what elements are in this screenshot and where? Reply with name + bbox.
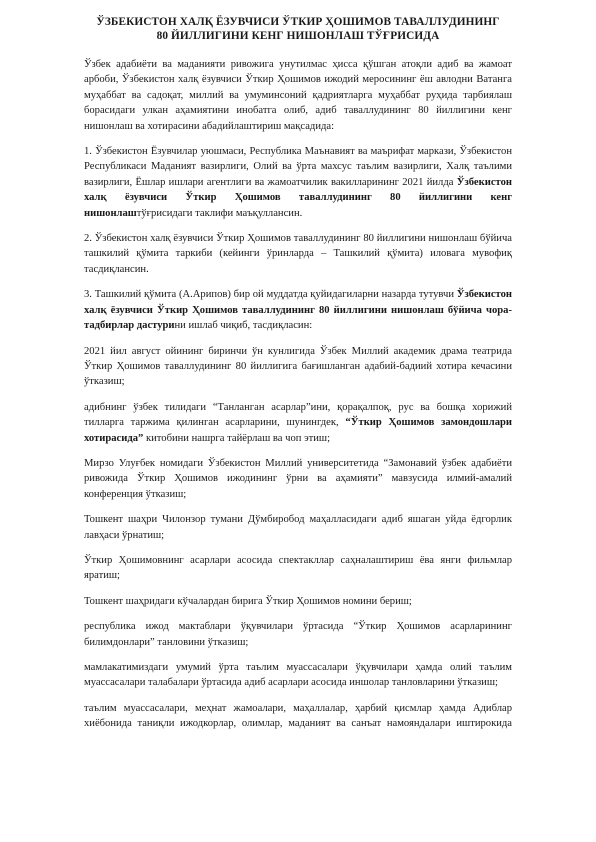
list-item-4: Тошкент шаҳри Чилонзор тумани Дўмбиробод маҳалласидаги адиб яшаган уйда ёдгорлик лавҳаси ўрнатиш; — [84, 514, 512, 541]
list-item-7: республика ижод мактаблари ўқувчилари ўртасида “Ўткир Ҳошимов асарларининг билимдонлари” танловини ўтказиш; — [84, 621, 512, 648]
list-item-9: таълим муассасалари, меҳнат жамоалари, маҳаллалар, ҳарбий қисмлар ҳамда Адиблар хиёбонида таниқли ижодкорлар, олимлар, маданият ва санъат намояндалари иштирокида — [84, 702, 512, 730]
list-item-8: мамлакатимиздаги умумий ўрта таълим муассасалари ўқувчилари ҳамда олий таълим муассасалари талабалари ўртасида адиб асарлари асосида иншолар танловларини ўтказиш; — [84, 662, 512, 689]
paragraph-2: 2. Ўзбекистон халқ ёзувчиси Ўткир Ҳошимов таваллудининг 80 йиллигини нишонлаш бўйича ташкилий қўмита таркиби (кейинги ўринларда – Ташкилий қўмита) иловага мувофиқ тасдиқлансин. — [84, 233, 512, 275]
intro-paragraph: Ўзбек адабиёти ва маданияти ривожига унутилмас ҳисса қўшган атоқли адиб ва жамоат арбоби, Ўзбекистон халқ ёзувчиси Ўткир Ҳошимов ижодий меросининг ёш авлодни Ватанга муҳаббат ва садоқат, миллий ва умуминсоний қадриятларга муҳаббат руҳида тарбиялаш борасидаги улкан аҳамиятини инобатга олиб, адиб таваллудининг 80 йиллигини кенг нишонлаш ва хотирасини абадийлаштириш мақсадида: — [84, 59, 512, 132]
paragraph-1-text: 1. Ўзбекистон Ёзувчилар уюшмаси, Республика Маънавият ва маърифат маркази, Ўзбекистон Республикаси Маданият вазирлиги, Олий ва ўрта махсус таълим вазирлиги, Халқ таълими вазирлиги, Ёшлар ишлари агентлиги ва жамоатчилик вакилларининг 2021 йилда — [84, 146, 512, 188]
list-item-3: Мирзо Улуғбек номидаги Ўзбекистон Миллий университетида “Замонавий ўзбек адабиёти ривожида Ўткир Ҳошимов ижодининг ўрни ва аҳамияти” мавзусида илмий-амалий конференция ўтказиш; — [84, 457, 512, 500]
paragraph-3-end: ни ишлаб чиқиб, тасдиқласин: — [174, 320, 313, 332]
list-item-1: 2021 йил август ойининг биринчи ўн кунлигида Ўзбек Миллий академик драма театрида Ўткир Ҳошимов таваллудининг 80 йиллигига бағишланган адабий-бадиий хотира кечасини ўтказиш; — [84, 345, 512, 388]
list-item-5: Ўткир Ҳошимовнинг асарлари асосида спектакллар саҳналаштириш ёва янги фильмлар яратиш; — [84, 554, 512, 582]
paragraph-1-end: тўғрисидаги таклифи маъқуллансин. — [136, 207, 303, 219]
paragraph-3 — [84, 287, 512, 333]
paragraph-1 — [84, 144, 512, 221]
list-item-2-bold: “Ўткир Ҳошимов замондошлари хотирасида” — [84, 417, 512, 444]
title-line-1: ЎЗБЕКИСТОН ХАЛҚ ЁЗУВЧИСИ ЎТКИР ҲОШИМОВ ТАВАЛЛУДИНИНГ — [96, 16, 500, 28]
list-item-2-text: адибнинг ўзбек тилидаги “Танланган асарлар”ини, қорақалпоқ, рус ва бошқа хорижий тилларга таржима қилинган асарларини, шунингдек, — [84, 401, 512, 429]
paragraph-1-bold: Ўзбекистон халқ ёзувчиси Ўткир Ҳошимов таваллудининг 80 йиллигини кенг нишонлаш — [84, 176, 512, 219]
paragraph-3-text: 3. Ташкилий қўмита (А.Арипов) бир ой муддатда қуйидагиларни назарда тутувчи — [84, 289, 457, 301]
document-title — [84, 15, 512, 43]
list-item-2 — [84, 400, 512, 446]
list-item-2-end: китобини нашрга тайёрлаш ва чоп этиш; — [143, 432, 331, 444]
paragraph-3-bold: Ўзбекистон халқ ёзувчиси Ўткир Ҳошимов таваллудининг 80 йиллигини нишонлаш бўйича чора-тадбирлар дастури — [84, 289, 512, 332]
list-item-6: Тошкент шаҳридаги кўчалардан бирига Ўткир Ҳошимов номини бериш; — [84, 595, 412, 607]
title-line-2: 80 ЙИЛЛИГИНИ КЕНГ НИШОНЛАШ ТЎҒРИСИДА — [156, 30, 440, 42]
